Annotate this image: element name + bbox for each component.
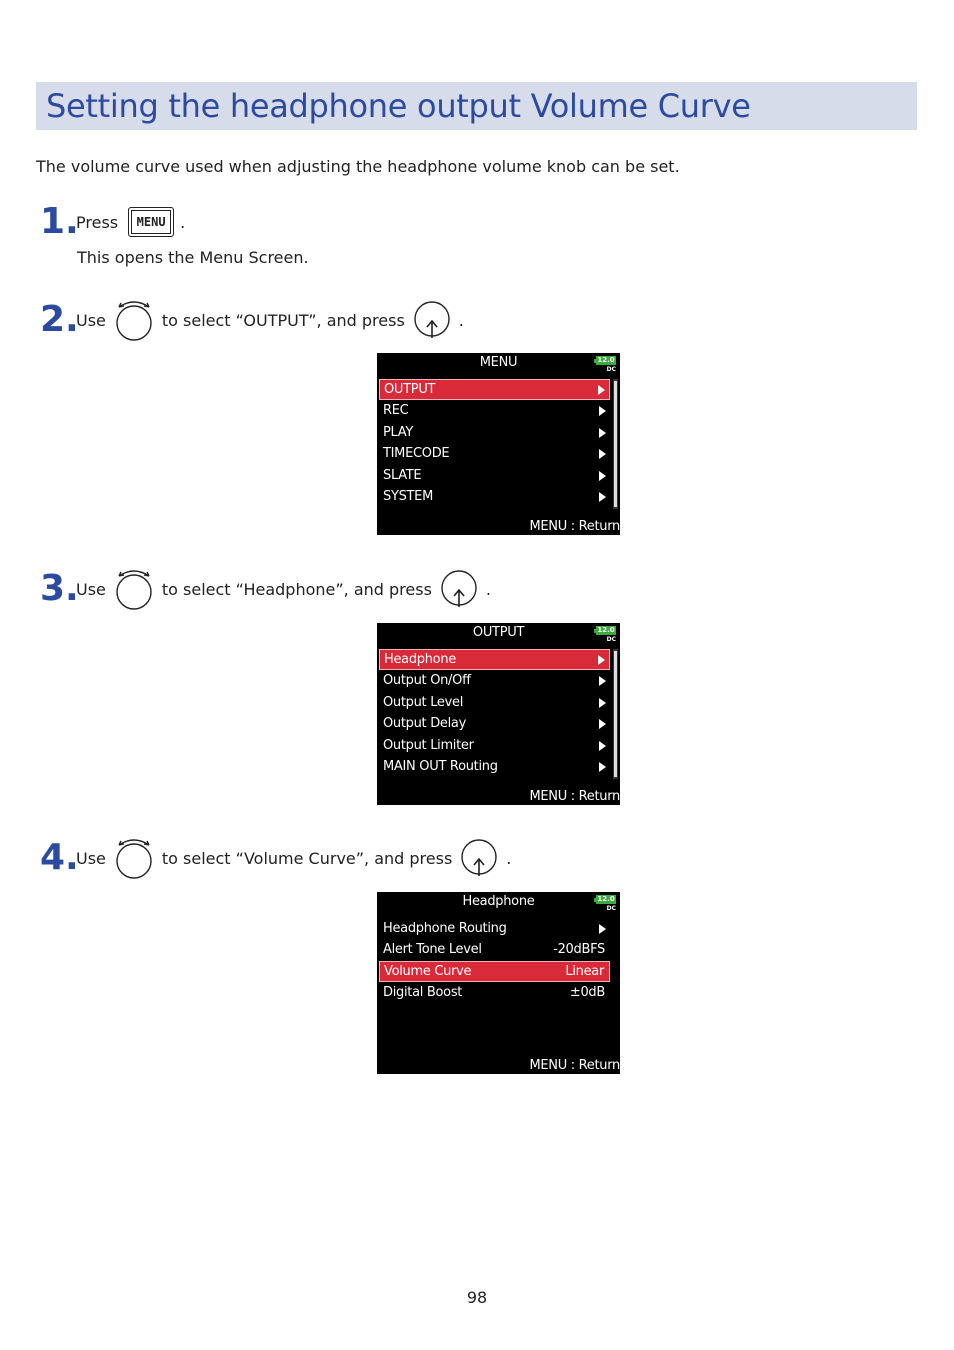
menu-row-volume-curve[interactable]: Volume Curve Linear	[379, 961, 610, 982]
menu-row-output-level[interactable]: Output Level	[379, 692, 610, 713]
menu-row-slate[interactable]: SLATE	[379, 465, 610, 486]
arrow-right-icon	[599, 762, 606, 772]
dial-knob-icon	[114, 567, 154, 611]
row-value: Linear	[565, 963, 604, 979]
screen-title: OUTPUT	[472, 625, 525, 640]
arrow-right-icon	[599, 492, 606, 502]
scrollbar	[613, 649, 618, 779]
menu-row-digital-boost[interactable]: Digital Boost ±0dB	[379, 982, 610, 1003]
step-pre: Use	[76, 579, 106, 599]
menu-row-output-delay[interactable]: Output Delay	[379, 713, 610, 734]
dial-knob-icon	[114, 298, 154, 342]
step-1-note: This opens the Menu Screen.	[77, 248, 309, 267]
arrow-right-icon	[598, 385, 605, 395]
menu-row-output-limiter[interactable]: Output Limiter	[379, 735, 610, 756]
dial-knob-icon	[114, 836, 154, 880]
screen-title: Headphone	[462, 894, 535, 909]
menu-row-main-out-routing[interactable]: MAIN OUT Routing	[379, 756, 610, 777]
battery-icon: 12.0 DC	[594, 356, 618, 374]
step-post: .	[506, 848, 512, 868]
menu-row-output[interactable]: OUTPUT	[379, 379, 610, 400]
arrow-right-icon	[599, 406, 606, 416]
menu-key-icon: MENU	[128, 207, 174, 237]
arrow-right-icon	[599, 428, 606, 438]
arrow-right-icon	[599, 449, 606, 459]
push-knob-icon	[413, 300, 451, 340]
title-bar	[36, 82, 917, 130]
arrow-right-icon	[599, 719, 606, 729]
row-value: ±0dB	[569, 985, 605, 1001]
battery-icon: 12.0 DC	[594, 895, 618, 913]
step-post: .	[458, 310, 464, 330]
row-value: -20dBFS	[553, 942, 605, 958]
menu-row-alert-tone-level[interactable]: Alert Tone Level -20dBFS	[379, 939, 610, 960]
step-pre: Use	[76, 310, 106, 330]
arrow-right-icon	[599, 924, 606, 934]
step-post: .	[485, 579, 492, 599]
page-title: Setting the headphone output Volume Curve	[46, 87, 751, 125]
push-knob-icon	[460, 838, 498, 878]
step-1	[40, 201, 186, 242]
step-pre: Press	[76, 212, 119, 232]
step-4	[40, 836, 511, 880]
step-2	[40, 298, 464, 342]
step-number: 1.	[40, 201, 79, 242]
screen-footer: MENU : Return	[529, 789, 620, 804]
step-number: 2.	[40, 299, 79, 340]
arrow-right-icon	[599, 698, 606, 708]
arrow-right-icon	[599, 741, 606, 751]
step-post: .	[180, 212, 186, 232]
step-mid: to select “OUTPUT”, and press	[161, 310, 405, 330]
step-mid: to select “Headphone”, and press	[161, 579, 432, 599]
step-number: 3.	[40, 568, 79, 609]
step-mid: to select “Volume Curve”, and press	[161, 848, 453, 868]
screen-footer: MENU : Return	[529, 519, 620, 534]
arrow-right-icon	[599, 676, 606, 686]
device-screen-menu	[377, 353, 620, 535]
device-screen-headphone	[377, 892, 620, 1074]
menu-row-headphone-routing[interactable]: Headphone Routing	[379, 918, 610, 939]
intro-text: The volume curve used when adjusting the headphone volume knob can be set.	[36, 157, 680, 176]
page-number: 98	[466, 1288, 488, 1307]
battery-icon: 12.0 DC	[594, 626, 618, 644]
screen-footer: MENU : Return	[529, 1058, 620, 1073]
step-3	[40, 567, 491, 611]
menu-row-output-on-off[interactable]: Output On/Off	[379, 670, 610, 691]
menu-row-headphone[interactable]: Headphone	[379, 649, 610, 670]
step-number: 4.	[40, 837, 79, 878]
arrow-right-icon	[598, 655, 605, 665]
step-pre: Use	[76, 848, 106, 868]
scrollbar	[613, 379, 618, 509]
arrow-right-icon	[599, 471, 606, 481]
push-knob-icon	[440, 569, 478, 609]
menu-row-timecode[interactable]: TIMECODE	[379, 443, 610, 464]
menu-row-system[interactable]: SYSTEM	[379, 486, 610, 507]
menu-row-rec[interactable]: REC	[379, 400, 610, 421]
device-screen-output	[377, 623, 620, 805]
screen-title: MENU	[479, 355, 518, 370]
menu-row-play[interactable]: PLAY	[379, 422, 610, 443]
